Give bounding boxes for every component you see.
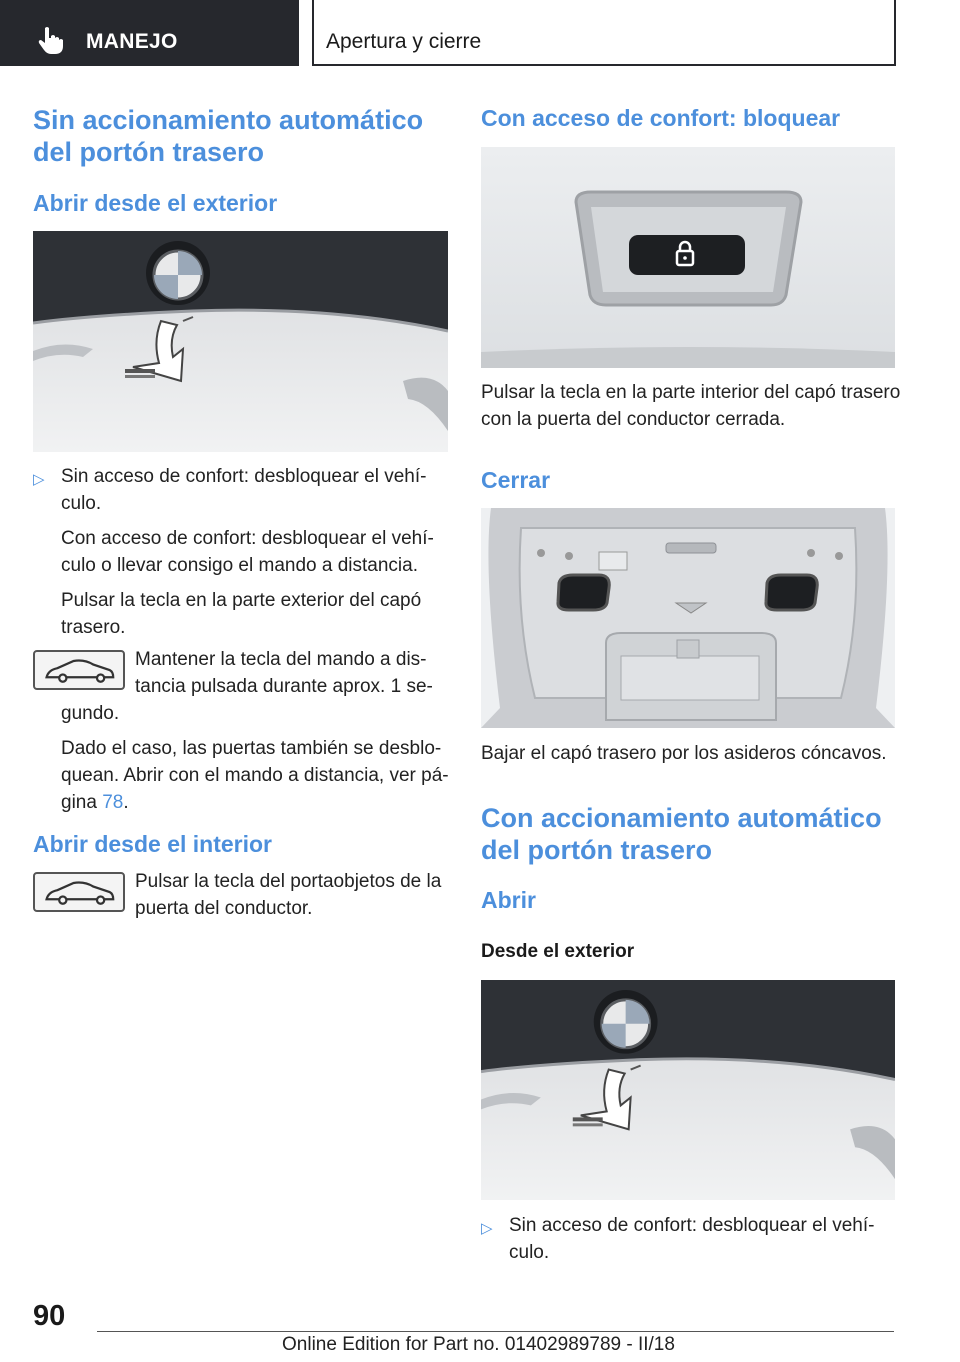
bullet-marker: ▷ <box>481 1220 493 1237</box>
heading-open: Abrir <box>481 887 536 913</box>
page-reference-link[interactable]: 78 <box>102 792 124 813</box>
text-open-inside: Pulsar la tecla del portaobjetos de la puerta del conductor. <box>135 871 442 919</box>
section-heading-without-auto: Sin accionamiento automático del portón trasero <box>33 105 424 167</box>
chapter-title: Apertura y cierre <box>326 30 482 53</box>
text-comfort-lock: Pulsar la tecla en la parte interior del capó trasero con la puerta del conductor cerrada. <box>481 382 901 430</box>
tailgate-outside-button-photo-2 <box>481 980 895 1200</box>
tailgate-outside-button-photo <box>33 231 448 452</box>
header-section-tab <box>0 0 299 66</box>
footer-edition: Online Edition for Part no. 01402989789 - II/18 <box>282 1334 675 1355</box>
bullet-text-auto-open: Sin acceso de confort: desbloquear el vehí‐ culo. <box>509 1215 875 1263</box>
tailgate-lock-button-photo <box>481 147 895 368</box>
text-close: Bajar el capó trasero por los asideros cóncavos. <box>481 743 887 764</box>
tailgate-key-icon <box>33 872 125 912</box>
bullet-text-remote-key: Mantener la tecla del mando a dis‐ tancia pulsada durante aprox. 1 se‐ <box>135 649 433 697</box>
subheading-from-outside: Desde el exterior <box>481 941 635 962</box>
heading-open-from-outside: Abrir desde el exterior <box>33 190 278 216</box>
tailgate-inside-handles-photo <box>481 508 895 728</box>
bullet-marker: ▷ <box>33 471 45 488</box>
heading-comfort-lock: Con acceso de confort: bloquear <box>481 105 841 131</box>
hand-pointer-icon <box>38 26 64 54</box>
heading-close: Cerrar <box>481 467 551 493</box>
header-chapter-box <box>312 0 896 66</box>
section-heading-with-auto: Con accionamiento automático del portón trasero <box>481 803 882 865</box>
page-number: 90 <box>33 1300 66 1332</box>
footer-divider <box>97 1331 894 1332</box>
tailgate-key-icon <box>33 650 125 690</box>
bullet-text-outside-open: Sin acceso de confort: desbloquear el vehí‐ culo. Con acceso de confort: desbloquear el vehí‐ culo o llevar consigo el mando a distancia. Pulsar la tecla en la parte exterior del capó trasero. <box>61 466 434 638</box>
section-title: MANEJO <box>86 30 178 53</box>
heading-open-from-inside: Abrir desde el interior <box>33 831 273 857</box>
bullet-text-remote-key-cont: gundo. Dado el caso, las puertas también se desblo‐ quean. Abrir con el mando a distancia, ver pá‐ gina 78. <box>61 703 449 813</box>
